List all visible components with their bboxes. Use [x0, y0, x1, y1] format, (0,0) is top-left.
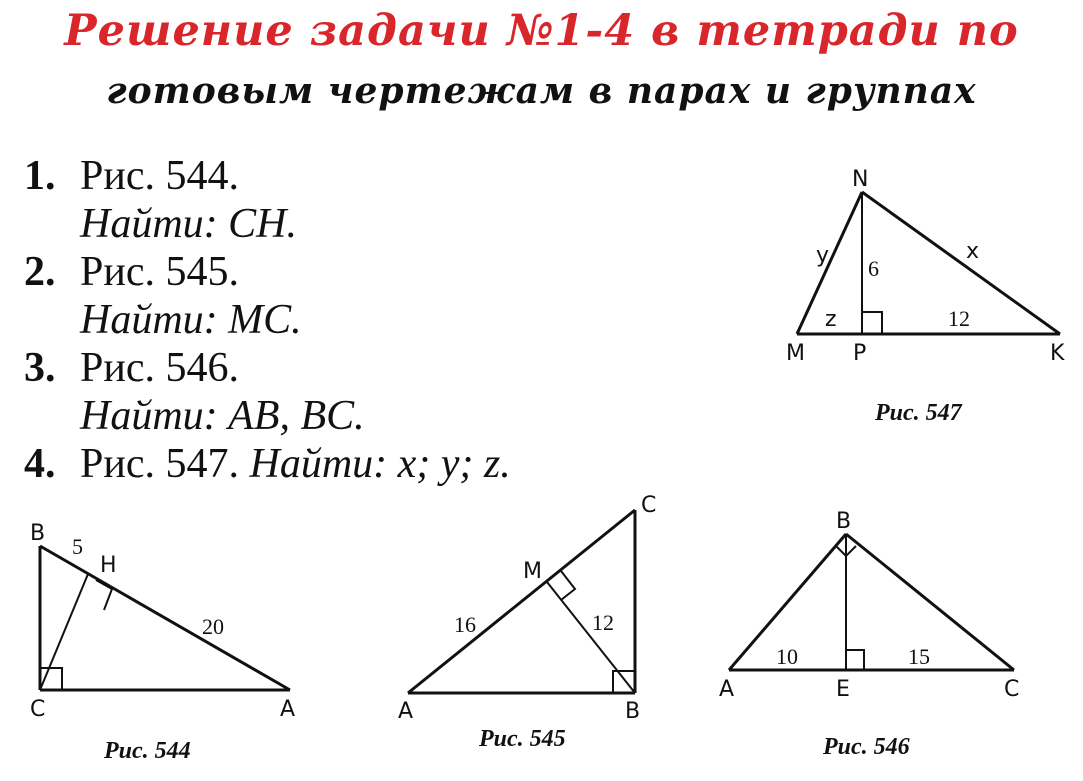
label-16: 16 — [454, 612, 476, 637]
task-number: 3. — [24, 345, 56, 391]
caption-546: Рис. 546 — [823, 734, 910, 760]
task-2 — [24, 248, 302, 344]
point-c-label: C — [30, 697, 46, 722]
label-y: y — [816, 243, 830, 268]
task-figure: Рис. 545. — [80, 249, 239, 295]
point-h-label: H — [100, 553, 117, 578]
label-12: 12 — [948, 306, 970, 331]
caption-545: Рис. 545 — [479, 726, 566, 752]
point-b-label: B — [836, 509, 852, 534]
point-p-label: P — [853, 341, 867, 366]
altitude-ch — [40, 574, 88, 690]
caption-544: Рис. 544 — [104, 738, 191, 764]
segment-ac — [408, 510, 635, 693]
point-b-label: B — [625, 699, 641, 724]
label-x: x — [966, 239, 980, 264]
right-angle-mark — [862, 312, 882, 334]
task-find: Найти: MC. — [80, 297, 302, 343]
label-6: 6 — [868, 256, 879, 281]
right-angle-mark-e — [846, 650, 864, 670]
task-number: 1. — [24, 153, 56, 199]
task-figure: Рис. 544. — [80, 153, 239, 199]
title-line-1: Решение задачи №1-4 в тетради по — [64, 6, 1019, 56]
task-3 — [24, 344, 365, 440]
title-line-2: готовым чертежам в парах и группах — [106, 70, 977, 112]
task-figure: Рис. 546. — [80, 345, 239, 391]
task-find: Найти: x; y; z. — [249, 441, 511, 487]
point-k-label: K — [1050, 341, 1065, 366]
right-angle-mark-b — [836, 546, 856, 556]
segment-bc — [846, 534, 1014, 670]
segment-ba — [40, 546, 290, 690]
point-e-label: E — [836, 677, 850, 702]
label-20: 20 — [202, 614, 224, 639]
point-a-label: A — [398, 699, 414, 724]
point-a-label: A — [280, 697, 296, 722]
segment-nk — [862, 192, 1060, 334]
point-c-label: C — [1004, 677, 1020, 702]
right-angle-mark-h — [96, 580, 112, 610]
task-find: Найти: AB, BC. — [80, 393, 365, 439]
point-n-label: N — [852, 167, 869, 192]
task-number: 4. — [24, 441, 56, 487]
label-z: z — [825, 307, 837, 332]
label-12: 12 — [592, 610, 614, 635]
point-m-label: M — [523, 559, 542, 584]
right-angle-mark-b — [613, 671, 635, 693]
task-find: Найти: CH. — [80, 201, 297, 247]
segment-ab — [729, 534, 846, 670]
point-m-label: M — [786, 341, 805, 366]
segment-mn — [797, 192, 862, 334]
segment-mb — [547, 582, 635, 693]
label-10: 10 — [776, 644, 798, 669]
task-number: 2. — [24, 249, 56, 295]
task-figure: Рис. 547. — [80, 441, 239, 487]
point-c-label: C — [641, 493, 657, 518]
right-angle-mark-m — [561, 571, 575, 600]
task-1 — [24, 152, 297, 248]
label-5: 5 — [72, 534, 83, 559]
point-a-label: A — [719, 677, 735, 702]
task-4 — [24, 440, 511, 488]
right-angle-mark-c — [40, 668, 62, 690]
label-15: 15 — [908, 644, 930, 669]
caption-547: Рис. 547 — [875, 400, 962, 426]
point-b-label: B — [30, 521, 46, 546]
